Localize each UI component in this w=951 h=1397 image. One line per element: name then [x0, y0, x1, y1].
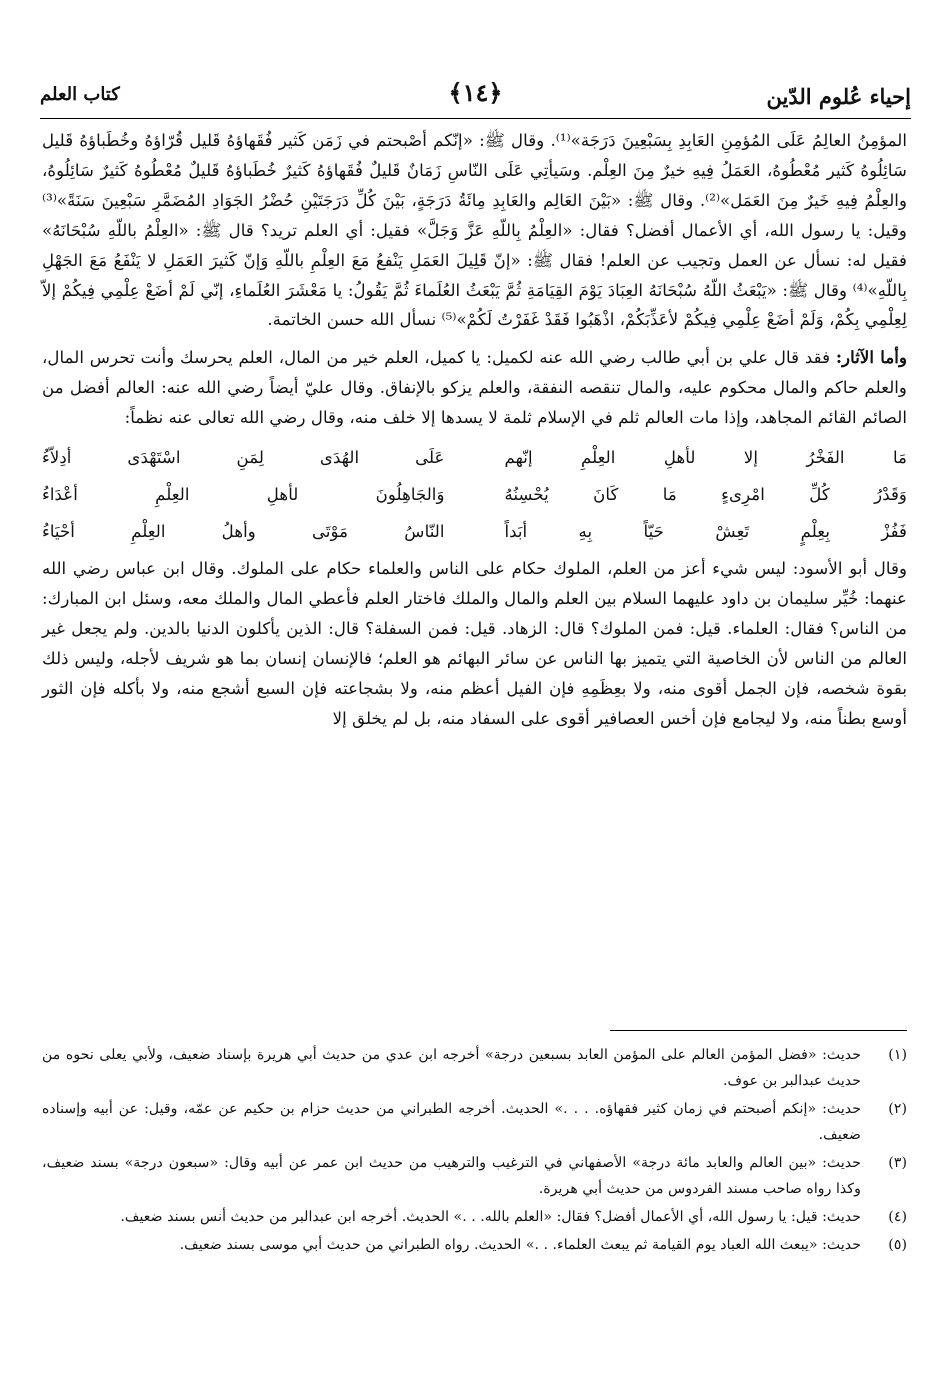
footnote-text: حديث: قيل: يا رسول الله، أي الأعمال أفضل؟ فقال: «العلم بالله. . .» الحديث. أخرجه ابن عبدالبر من حديث أنس بسند ضعيف.: [120, 1209, 861, 1225]
footnote-text: حديث: «فضل المؤمن العالم على المؤمن العابد بسبعين درجة» أخرجه ابن عدي من حديث أبي هريرة بإسناد ضعيف، ولأبي يعلى نحوه من حديث عبدالبر بن عوف.: [42, 1047, 861, 1089]
footnote-text: حديث: «يبعث الله العباد يوم القيامة ثم يبعث العلماء. . .» الحديث. رواه الطبراني من حديث أبي موسى بسند ضعيف.: [179, 1237, 861, 1253]
footnote-number: (٣): [888, 1155, 907, 1171]
poem-line-2-first: وَقَدْرُ كُلِّ امْرِىءٍ مَا كَانَ يُحْسِنُهُ: [504, 484, 907, 505]
section-title: كتاب العلم: [40, 84, 120, 105]
footnote: [42, 1150, 907, 1202]
book-title: إحياء عُلوم الدّين: [766, 84, 911, 109]
paragraph-athar: [42, 343, 907, 433]
page-header: [40, 78, 911, 118]
footnote: [42, 1096, 907, 1148]
footnote: [42, 1232, 907, 1258]
footnotes: [42, 1042, 907, 1260]
footnote-text: حديث: «بين العالم والعابد مائة درجة» الأصفهاني في الترغيب والترهيب من حديث ابن عمر عن أبيه وقال: «سبعون درجة» بسند ضعيف، وكذا رواه صاحب مسند الفردوس من حديث أبي هريرة.: [42, 1155, 861, 1197]
poem: [42, 439, 907, 550]
athar-label: وأما الآثار:: [835, 347, 908, 368]
footnote-number: (١): [888, 1047, 907, 1063]
poem-line-3-first: فَفُزْ بِعِلْمٍ تَعِشْ حَيّاً بِهِ أبَداً: [504, 521, 907, 542]
footnote-number: (٤): [888, 1209, 907, 1225]
poem-line-1-first: مَا الفَخْرُ إلا لأهلِ العِلْمِ إنّهم: [504, 447, 907, 468]
poem-line-1-second: عَلَى الهُدَى لِمَنِ اسْتَهْدَى أدِلاّءُ: [42, 447, 445, 468]
paragraph-sayings: وقال أبو الأسود: ليس شيء أعز من العلم، الملوك حكام على الناس والعلماء حكام على الملوك. وقال ابن عباس رضي الله عنهما: خُيِّر سليمان بن داود عليهما السلام بين العلم والمال والملك فاختار العلم فأعطي المال والملك معه، وسئل ابن المبارك: من الناس؟ فقال: العلماء. قيل: فمن الملوك؟ قال: الزهاد. قيل: فمن السفلة؟ قال: الذين يأكلون الدنيا بالدين. ولم يجعل غير العالم من الناس لأن الخاصية التي يتميز بها الناس عن سائر البهائم هو العلم؛ فالإنسان إنسان بما هو شريف لأجله، وليس ذلك بقوة شخصه، فإن الجمل أقوى منه، ولا بعِظَمِهِ فإن الفيل أعظم منه، ولا بشجاعته فإن السبع أشجع منه، ولا بأكله فإن الثور أوسع بطناً منه، ولا ليجامع فإن أخس العصافير أقوى على السفاد منه، بل لم يخلق إلا: [42, 558, 907, 728]
footnote: [42, 1042, 907, 1094]
footnote-text: حديث: «إنكم أصبحتم في زمان كثير فقهاؤه. . . .» الحديث. أخرجه الطبراني من حديث حزام بن حكيم عن عمّه، وقيل: عن أبيه وإسناده ضعيف.: [42, 1101, 861, 1143]
paragraph-hadith: المؤمِنُ العالِمُ عَلَى المُؤمِنِ العَابِدِ بِسَبْعِينَ دَرَجَة»⁽¹⁾. وقال ﷺ: «إنّكم أصْبحتم في زَمَن كَثير فُقَهاؤهُ قَليل قُرّاؤهُ وخُطَباؤهُ قَليل سَائِلُوهُ كَثير مُعْطُوهُ، العَمَلُ فِيهِ خيرٌ مِنَ العِلْم. وسَيأتِي عَلَى النّاسِ زَمَانٌ قَليلٌ فُقَهاؤهُ كَثيرٌ خُطَباؤهُ قَليلٌ مُعْطُوهُ كَثيرٌ سَائِلُوهُ، والعِلْمُ فِيهِ خَيرٌ مِنَ العَمَل»⁽²⁾. وقال ﷺ: «بَيْنَ العَالِم والعَابِدِ مِائَةُ دَرَجَةٍ، بَيْنَ كُلِّ دَرَجَتَيْنِ حُضْرُ الجَوَادِ المُضَمَّرِ سَبْعِينَ سَنَةً»⁽³⁾ وقيل: يا رسول الله، أي الأعمال أفضل؟ فقال: «العِلْمُ بِاللّهِ عَزَّ وَجَلَّ» فقيل: أي العلم تريد؟ قال ﷺ: «العِلْمُ باللّهِ سُبْحَانَهُ» فقيل له: نسأل عن العمل وتجيب عن العلم! فقال ﷺ: «إنّ قَلِيلَ العَمَلِ يَنْفعُ مَعَ العِلْمِ باللّهِ وَإنّ كَثيرَ العَمَلِ لا يَنْفَعُ مَعَ الجَهْلِ بِاللّهِ»⁽⁴⁾ وقال ﷺ: «يَبْعَثُ اللّهُ سُبْحَانَهُ العِبَادَ يَوْمَ القِيَامَةِ ثُمَّ يَبْعَثُ العُلَماءَ ثُمَّ يَقُولُ: يا مَعْشَرَ العُلَماءِ، إنّي لَمْ أضَعْ عِلْمِي فِيكُمْ إلاّ لِعِلْمِي بِكُمْ، وَلَمْ أضَعْ عِلْمِي فِيكُمْ لأعَذِّبَكُمْ، اذْهَبُوا فَقَدْ غَفَرْتُ لَكُمْ»⁽⁵⁾ نسأل الله حسن الخاتمة.: [42, 130, 908, 330]
footnote-number: (٢): [888, 1101, 907, 1117]
page-number: ﴿١٤﴾: [448, 78, 503, 107]
footnote-number: (٥): [888, 1237, 907, 1253]
header-rule: [40, 118, 911, 119]
main-text: [42, 126, 907, 734]
poem-line-2-second: وَالجَاهِلُونَ لأهلِ العِلْمِ أعْدَاءُ: [42, 484, 445, 505]
poem-line-3-second: النّاسُ مَوْتَى وأهلُ العِلْمِ أحْيَاءُ: [42, 521, 445, 542]
footnote: [42, 1204, 907, 1230]
footnote-rule: [610, 1030, 907, 1031]
athar-text: فقد قال علي بن أبي طالب رضي الله عنه لكميل: يا كميل، العلم خير من المال، العلم يحرسك وأنت تحرس المال، والعلم حاكم والمال محكوم عليه، والمال تنقصه النفقة، والعلم يزكو بالإنفاق. وقال عليّ أيضاً رضي الله عنه: العالم أفضل من الصائم القائم المجاهد، وإذا مات العالم ثلم في الإسلام ثلمة لا يسدها إلا خلف منه، وقال رضي الله تعالى عنه نظماً:: [42, 347, 907, 428]
